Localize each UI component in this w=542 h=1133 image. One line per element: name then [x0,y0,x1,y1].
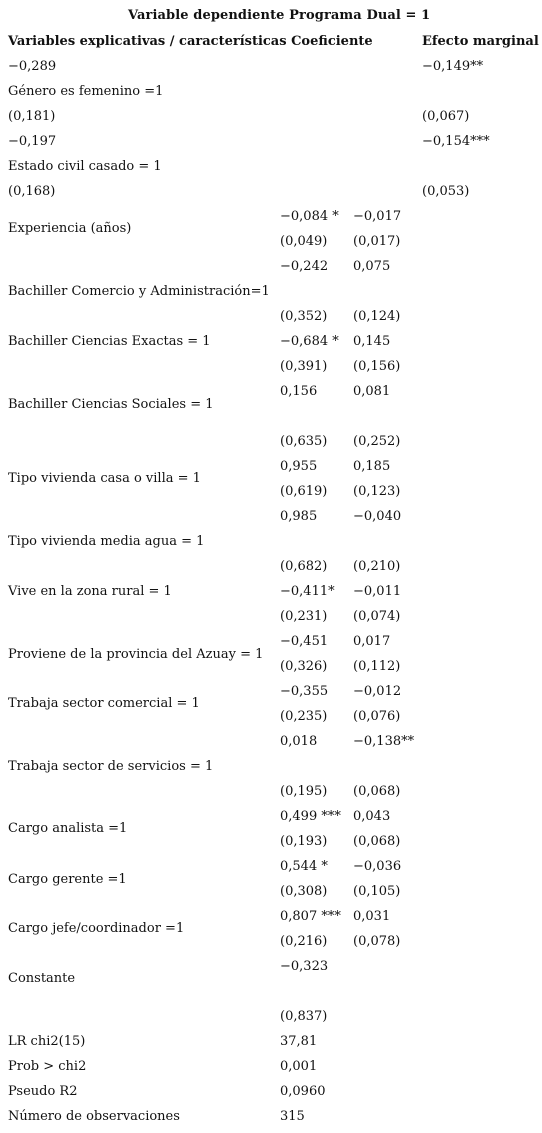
prob-chi2-value: 0,001 [280,1059,318,1074]
row16-me: −0,040 [353,509,402,524]
lr-chi2-value: 37,81 [280,1034,318,1049]
constante-coef: −0,323 [280,959,329,974]
row16-coef: 0,985 [280,509,318,524]
row30-me: −0,036 [353,859,402,874]
row23-label: Trabaja sector comercial = 1 [8,696,200,711]
row12-label: Bachiller Ciencias Sociales = 1 [8,397,214,412]
row29-coef: (0,193) [280,834,328,849]
row29-me: (0,068) [353,834,401,849]
row12-me: 0,081 [353,384,391,399]
row10-label: Bachiller Ciencias Exactas = 1 [8,334,211,349]
header-marginal-effect: Efecto marginal [422,34,539,49]
row19-label: Vive en la zona rural = 1 [8,584,172,599]
row31-me: (0,105) [353,884,401,899]
pseudo-r2-label: Pseudo R2 [8,1084,78,1099]
row32-label: Cargo jefe/coordinador =1 [8,921,185,936]
row4-label: Estado civil casado = 1 [8,159,162,174]
row2-me: (0,067) [422,109,470,124]
row24-me: (0,076) [353,709,401,724]
row20-coef: (0,231) [280,609,328,624]
row5-me: (0,053) [422,184,470,199]
row21-me: 0,017 [353,634,391,649]
row32-coef: 0,807 *** [280,909,341,924]
row30-label: Cargo gerente =1 [8,872,127,887]
row3-label: −0,197 [8,134,57,149]
experiencia-me: −0,017 [353,209,402,224]
row13-coef: (0,635) [280,434,328,449]
row17-label: Tipo vivienda media agua = 1 [8,534,205,549]
row27-coef: (0,195) [280,784,328,799]
prob-chi2-label: Prob > chi2 [8,1059,87,1074]
row33-me: (0,078) [353,934,401,949]
lr-chi2-label: LR chi2(15) [8,1034,86,1049]
row28-me: 0,043 [353,809,391,824]
row28-coef: 0,499 *** [280,809,341,824]
row13-me: (0,252) [353,434,401,449]
row1-label: Género es femenino =1 [8,84,164,99]
pseudo-r2-value: 0,0960 [280,1084,326,1099]
table-title: Variable dependiente Programa Dual = 1 [128,8,431,23]
row22-me: (0,112) [353,659,401,674]
row21-coef: −0,451 [280,634,329,649]
row9-coef: (0,352) [280,309,328,324]
row15-coef: (0,619) [280,484,328,499]
row18-me: (0,210) [353,559,401,574]
constante-se: (0,837) [280,1009,328,1024]
row21-label: Proviene de la provincia del Azuay = 1 [8,647,264,662]
row26-label: Trabaja sector de servicios = 1 [8,759,214,774]
row25-me: −0,138** [353,734,415,749]
experiencia-me-se: (0,017) [353,234,401,249]
row9-me: (0,124) [353,309,401,324]
row14-coef: 0,955 [280,459,318,474]
row12-coef: 0,156 [280,384,318,399]
row31-coef: (0,308) [280,884,328,899]
row10-me: 0,145 [353,334,391,349]
row33-coef: (0,216) [280,934,328,949]
row25-coef: 0,018 [280,734,318,749]
n-obs-value: 315 [280,1109,305,1124]
experiencia-coef-se: (0,049) [280,234,328,249]
row28-label: Cargo analista =1 [8,821,128,836]
row14-me: 0,185 [353,459,391,474]
row30-coef: 0,544 * [280,859,328,874]
row23-me: −0,012 [353,684,402,699]
constante-label: Constante [8,971,76,986]
row14-label: Tipo vivienda casa o villa = 1 [8,471,201,486]
row19-coef: −0,411* [280,584,335,599]
row19-me: −0,011 [353,584,402,599]
row5-label: (0,168) [8,184,56,199]
row23-coef: −0,355 [280,684,329,699]
row0-label: −0,289 [8,59,57,74]
row24-coef: (0,235) [280,709,328,724]
row18-coef: (0,682) [280,559,328,574]
row15-me: (0,123) [353,484,401,499]
row7-me: 0,075 [353,259,391,274]
row8-label: Bachiller Comercio y Administración=1 [8,284,270,299]
row32-me: 0,031 [353,909,391,924]
row7-coef: −0,242 [280,259,329,274]
row11-me: (0,156) [353,359,401,374]
row27-me: (0,068) [353,784,401,799]
row3-me: −0,154*** [422,134,490,149]
row11-coef: (0,391) [280,359,328,374]
experiencia-label: Experiencia (años) [8,221,132,236]
row2-label: (0,181) [8,109,56,124]
row0-me: −0,149** [422,59,484,74]
experiencia-coef: −0,084 * [280,209,339,224]
row20-me: (0,074) [353,609,401,624]
row22-coef: (0,326) [280,659,328,674]
row10-coef: −0,684 * [280,334,339,349]
header-variables: Variables explicativas / características Coeficiente [8,34,373,49]
n-obs-label: Número de observaciones [8,1109,180,1124]
